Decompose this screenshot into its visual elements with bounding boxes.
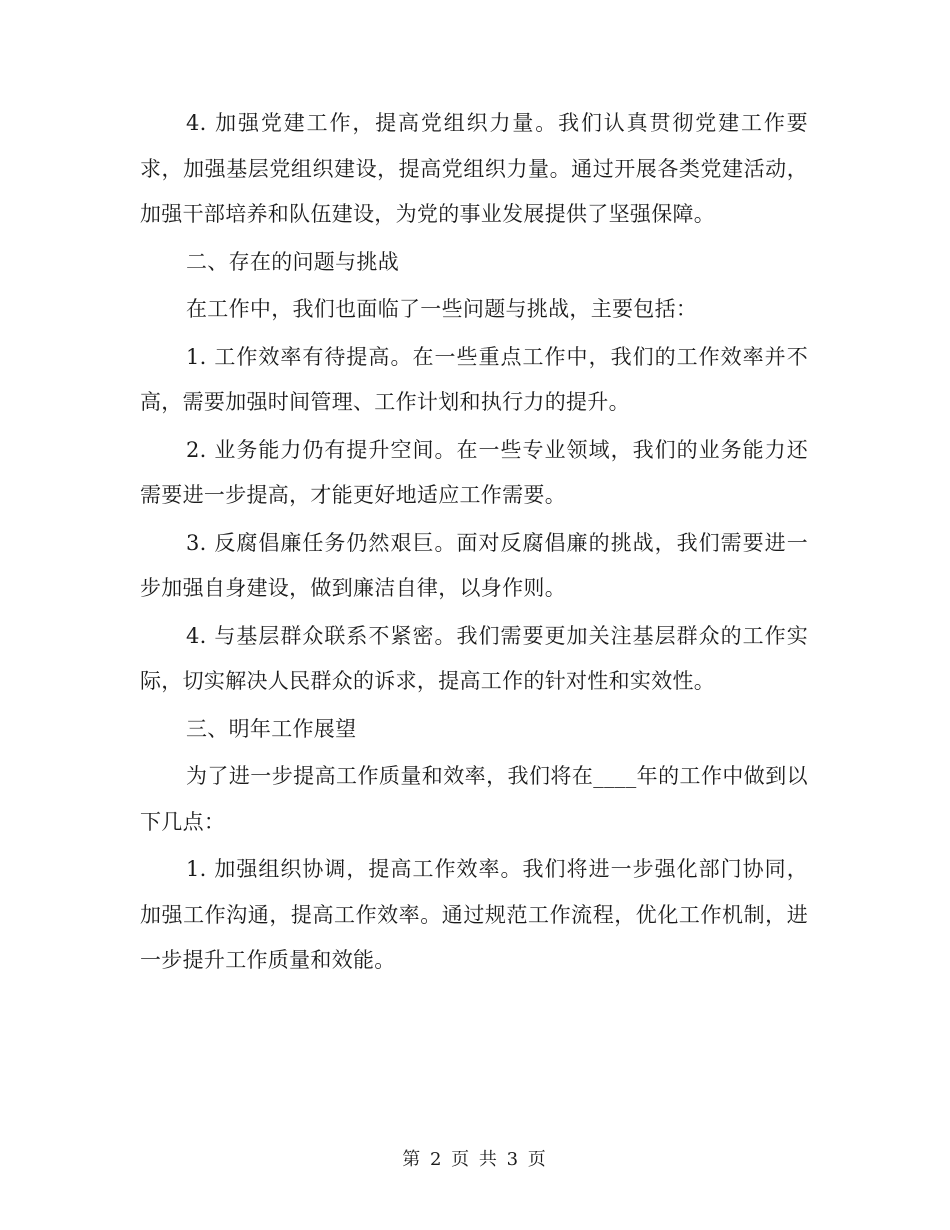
paragraph-capability: 2. 业务能力仍有提升空间。在一些专业领域，我们的业务能力还需要进一步提高，才能更好地适应工作需要。 <box>140 437 808 507</box>
paragraph-grassroots: 4. 与基层群众联系不紧密。我们需要更加关注基层群众的工作实际，切实解决人民群众的诉求，提高工作的针对性和实效性。 <box>140 623 808 693</box>
document-body <box>140 101 808 986</box>
page-number-footer: 第 2 页 共 3 页 <box>402 1149 548 1170</box>
paragraph-coordination: 1. 加强组织协调，提高工作效率。我们将进一步强化部门协同，加强工作沟通，提高工作效率。通过规范工作流程，优化工作机制，进一步提升工作质量和效能。 <box>140 857 808 972</box>
paragraph-party-building: 4. 加强党建工作，提高党组织力量。我们认真贯彻党建工作要求，加强基层党组织建设，提高党组织力量。通过开展各类党建活动，加强干部培养和队伍建设，为党的事业发展提供了坚强保障。 <box>140 111 808 226</box>
paragraph-efficiency: 1. 工作效率有待提高。在一些重点工作中，我们的工作效率并不高，需要加强时间管理、工作计划和执行力的提升。 <box>140 344 808 414</box>
section-heading-outlook: 三、明年工作展望 <box>186 716 357 741</box>
paragraph-outlook-intro: 为了进一步提高工作质量和效率，我们将在____年的工作中做到以下几点： <box>140 764 808 834</box>
paragraph-anti-corruption: 3. 反腐倡廉任务仍然艰巨。面对反腐倡廉的挑战，我们需要进一步加强自身建设，做到廉洁自律，以身作则。 <box>140 530 808 600</box>
paragraph-problems-intro: 在工作中，我们也面临了一些问题与挑战，主要包括： <box>186 297 698 321</box>
section-heading-problems: 二、存在的问题与挑战 <box>186 249 399 274</box>
